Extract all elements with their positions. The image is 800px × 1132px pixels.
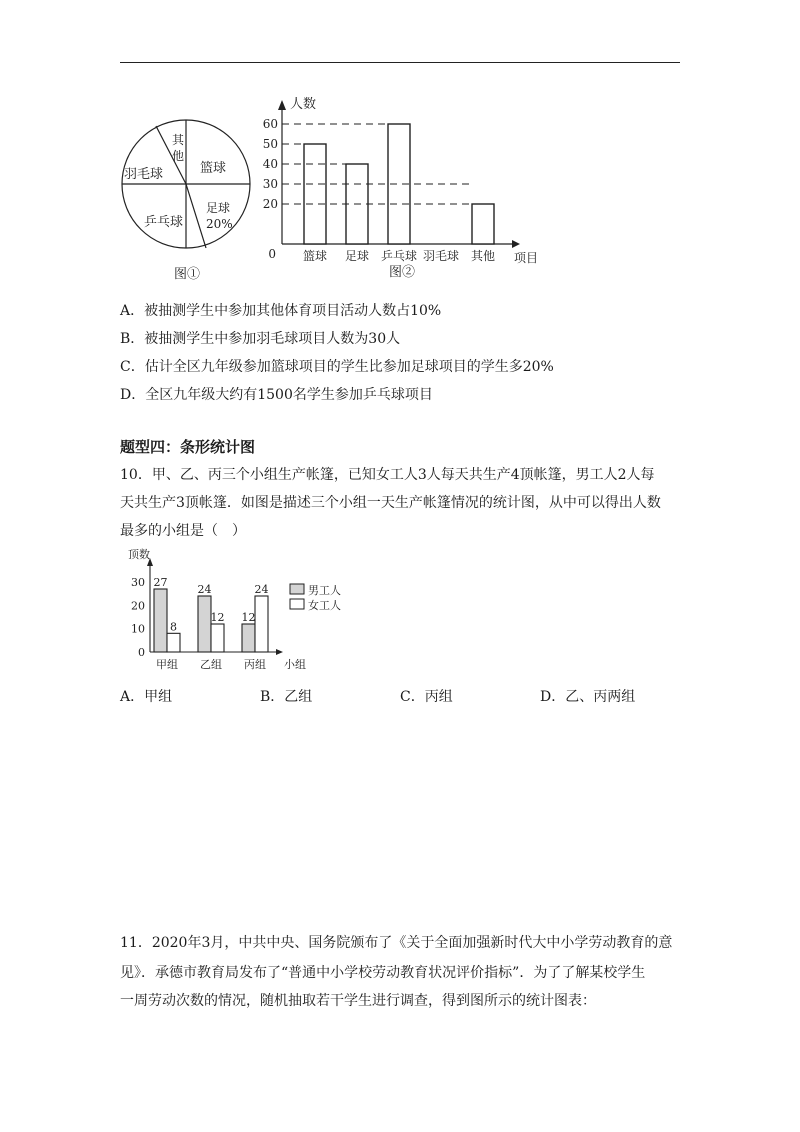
x-axis-arrow <box>276 649 283 655</box>
bar-chart-sports <box>262 92 544 282</box>
data-label: 27 <box>153 576 168 589</box>
bar-male <box>154 589 167 652</box>
q10-line-2: 天共生产3顶帐篷．如图是描述三个小组一天生产帐篷情况的统计图，从中可以得出人数 <box>120 495 661 511</box>
y-axis-arrow <box>278 100 286 110</box>
bar-female <box>211 624 224 652</box>
x-axis-arrow <box>512 240 520 248</box>
x-tick-label: 足球 <box>344 249 370 263</box>
y-tick-label: 0 <box>138 646 145 659</box>
bar-male <box>198 596 211 652</box>
data-label: 12 <box>241 611 256 624</box>
pie-label-other-1: 其 <box>172 133 185 147</box>
chart-caption: 图② <box>388 265 416 280</box>
x-axis-label: 项目 <box>514 251 539 265</box>
x-tick-label: 乙组 <box>200 658 222 671</box>
legend-swatch <box>290 584 304 594</box>
y-tick-label: 20 <box>131 599 145 613</box>
data-label: 24 <box>197 583 212 596</box>
y-tick-label: 10 <box>131 622 145 636</box>
q10-option-b: B．乙组 <box>260 689 313 705</box>
y-tick-label: 0 <box>268 247 276 261</box>
q11-line-2: 见》．承德市教育局发布了“普通中小学校劳动教育状况评价指标”．为了了解某校学生 <box>120 965 646 981</box>
q11-line-1: 11．2020年3月，中共中央、国务院颁布了《关于全面加强新时代大中小学劳动教育的意 <box>120 935 673 951</box>
y-tick-label: 20 <box>262 197 278 211</box>
bar-female <box>255 596 268 652</box>
section-heading: 题型四：条形统计图 <box>120 438 256 456</box>
bar <box>304 144 326 244</box>
bar-male <box>242 624 255 652</box>
y-tick-label: 60 <box>262 117 278 131</box>
legend-label: 男工人 <box>308 584 341 597</box>
y-axis-label: 顶数 <box>128 548 150 561</box>
q9-option-d: D．全区九年级大约有1500名学生参加乒乓球项目 <box>120 387 433 403</box>
pie-label-football: 足球 <box>206 201 231 215</box>
q9-option-b: B．被抽测学生中参加羽毛球项目人数为30人 <box>120 331 401 347</box>
q10-line-1: 10．甲、乙、丙三个小组生产帐篷，已知女工人3人每天共生产4顶帐篷，男工人2人每 <box>120 467 655 483</box>
y-tick-label: 40 <box>262 157 278 171</box>
pie-label-other-2: 他 <box>172 149 185 163</box>
q10-option-d: D．乙、丙两组 <box>540 689 636 705</box>
legend-label: 女工人 <box>308 599 341 612</box>
x-tick-label: 丙组 <box>244 658 266 671</box>
x-tick-label: 甲组 <box>156 658 178 671</box>
pie-chart <box>116 118 266 284</box>
data-label: 8 <box>170 620 177 634</box>
header-rule <box>120 62 680 63</box>
bar-chart-groups <box>124 546 364 674</box>
q9-option-a: A．被抽测学生中参加其他体育项目活动人数占10% <box>120 303 442 319</box>
bar-female <box>167 633 180 652</box>
pie-label-badminton: 羽毛球 <box>124 167 164 182</box>
q10-line-3: 最多的小组是（ ） <box>120 523 246 539</box>
pie-label-pingpong: 乒乓球 <box>144 215 184 230</box>
x-tick-label: 篮球 <box>302 249 328 263</box>
q11-line-3: 一周劳动次数的情况，随机抽取若干学生进行调查，得到图所示的统计图表： <box>120 993 596 1009</box>
bar <box>472 204 494 244</box>
pie-label-basketball: 篮球 <box>200 161 227 176</box>
y-axis-label: 人数 <box>290 97 317 112</box>
pie-caption: 图① <box>174 267 201 282</box>
q10-option-a: A．甲组 <box>120 689 173 705</box>
x-tick-label: 羽毛球 <box>422 249 460 263</box>
legend-swatch <box>290 599 304 609</box>
y-tick-label: 30 <box>262 177 278 191</box>
pie-label-football-pct: 20% <box>206 217 233 231</box>
x-tick-label: 乒乓球 <box>380 249 418 263</box>
y-tick-label: 30 <box>131 576 145 589</box>
q10-option-c: C．丙组 <box>400 689 453 705</box>
data-label: 24 <box>254 583 269 596</box>
y-tick-label: 50 <box>262 137 278 151</box>
x-axis-label: 小组 <box>284 658 306 671</box>
x-tick-label: 其他 <box>470 249 496 263</box>
q9-option-c: C．估计全区九年级参加篮球项目的学生比参加足球项目的学生多20% <box>120 359 554 375</box>
data-label: 12 <box>210 611 225 624</box>
